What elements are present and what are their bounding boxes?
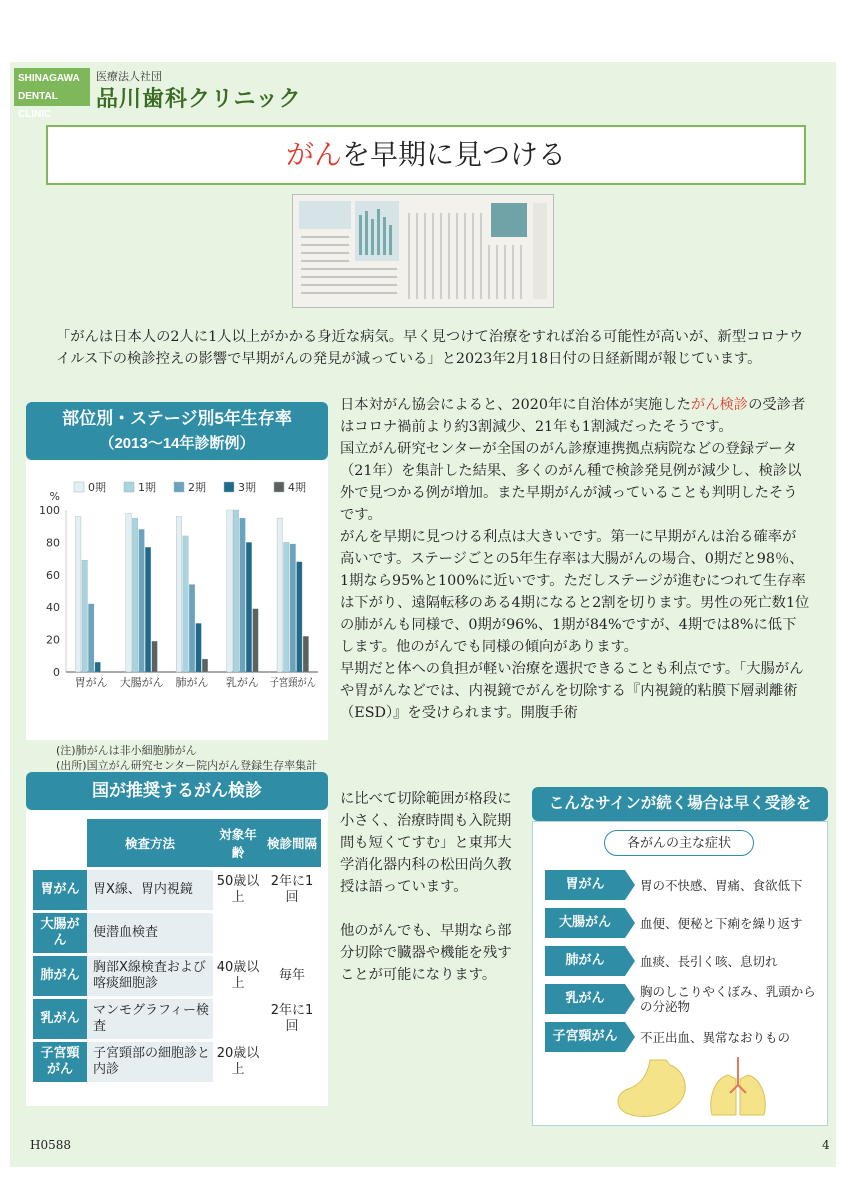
legend-swatch: [274, 482, 284, 492]
list-item: [545, 1022, 820, 1052]
signs-subtitle: 各がんの主な症状: [604, 830, 754, 856]
newspaper-clipping-image: [292, 194, 554, 308]
corporation-label: 医療法人社団: [96, 70, 162, 83]
chart-panel-body: [26, 460, 328, 740]
chart-bar: [303, 636, 309, 672]
row-organ: 子宮頸がん: [33, 1042, 87, 1082]
chart-bar: [152, 641, 158, 672]
logo-line2: DENTAL CLINIC: [18, 91, 58, 120]
row-method: マンモグラフィー検査: [87, 999, 213, 1039]
sign-label: 乳がん: [545, 984, 625, 1014]
row-method: 便潜血検査: [87, 913, 213, 953]
row-age: 50歳以上: [213, 870, 263, 910]
row-interval: 2年に1回: [263, 999, 321, 1039]
list-item: [545, 908, 820, 938]
chart-bar: [75, 516, 81, 672]
row-organ: 乳がん: [33, 999, 87, 1039]
chart-bar: [176, 516, 182, 672]
row-interval: [263, 913, 321, 953]
chart-bar: [145, 547, 151, 672]
body-paragraph-4: 早期だと体への負担が軽い治療を選択できることも利点です。「大腸がんや胃がんなどでは、内視鏡でがんを切除する『内視鏡的粘膜下層剥離術（ESD）』を受けられます。開腹手術: [340, 661, 804, 721]
header-interval: 検診間隔: [263, 819, 321, 867]
chart-bar: [202, 659, 208, 672]
chart-bar: [246, 542, 252, 672]
legend-label: 4期: [288, 481, 306, 494]
row-organ: 胃がん: [33, 870, 87, 910]
row-interval: 2年に1回: [263, 870, 321, 910]
intro-paragraph: 「がんは日本人の2人に1人以上がかかる身近な病気。早く見つけて治療をすれば治る可能性が高いが、新型コロナウイルス下の検診控えの影響で早期がんの発見が減っている」と2023年2月18日付の日経新聞が報じています。: [56, 329, 804, 367]
screening-table: [33, 816, 321, 1085]
y-tick-label: 0: [53, 666, 60, 679]
sign-label: 子宮頸がん: [545, 1022, 625, 1052]
clinic-name: 品川歯科クリニック: [96, 87, 302, 112]
chart-bar: [82, 560, 88, 672]
x-tick-label: 大腸がん: [119, 676, 164, 689]
organs-illustration: [610, 1055, 800, 1120]
legend-swatch: [74, 482, 84, 492]
x-tick-label: 子宮頸がん: [269, 676, 316, 689]
chart-bar: [126, 513, 132, 672]
article-body: [340, 394, 810, 724]
row-age: [213, 913, 263, 953]
title-rest: を早期に見つける: [342, 138, 567, 171]
table-row: [33, 870, 321, 910]
body-paragraph-1: [340, 394, 810, 438]
chart-bar: [290, 544, 296, 672]
chart-bar: [240, 518, 246, 672]
sign-symptom: 胃の不快感、胃痛、食欲低下: [640, 877, 803, 893]
chart-bar: [88, 604, 94, 672]
row-interval: 毎年: [263, 956, 321, 996]
chart-title: 部位別・ステージ別5年生存率: [62, 409, 292, 428]
table-row: [33, 913, 321, 953]
stomach-icon: [618, 1060, 685, 1117]
body-p1-a: 日本対がん協会によると、2020年に自治体が実施した: [340, 397, 691, 413]
row-age: [213, 999, 263, 1039]
signs-panel-header: こんなサインが続く場合は早く受診を: [532, 787, 828, 821]
body-paragraph-3: がんを早期に見つける利点は大きいです。第一に早期がんは治る確率が高いです。ステージごとの5年生存率は大腸がんの場合、0期だと98％、1期なら95%と100%に近いです。ただしステージが進むにつれて生存率は下がり、遠隔転移のある4期になると2割を切ります。男性の死亡数1位の肺がんも同様で、0期が96%、1期が84%ですが、4期では8%に低下します。他のがんでも同様の傾向があります。: [340, 529, 810, 655]
sign-symptom: 不正出血、異常なおりもの: [640, 1029, 791, 1045]
screening-header-row: [33, 819, 321, 867]
row-age: 20歳以上: [213, 1042, 263, 1082]
chart-bar: [227, 510, 233, 672]
chart-bar: [233, 510, 239, 672]
legend-label: 2期: [188, 481, 206, 494]
row-method: 子宮頸部の細胞診と内診: [87, 1042, 213, 1082]
x-tick-label: 乳がん: [225, 676, 259, 689]
chart-bar: [189, 585, 195, 672]
legend-swatch: [224, 482, 234, 492]
row-method: 胸部X線検査および喀痰細胞診: [87, 956, 213, 996]
chart-note: (注)肺がんは非小細胞肺がん: [56, 744, 197, 757]
sign-symptom: 胸のしこりやくぼみ、乳頭からの分泌物: [640, 984, 816, 1014]
header-target: 対象年齢: [213, 819, 263, 867]
sign-symptom: 血便、便秘と下痢を繰り返す: [640, 915, 803, 931]
page-number: 4: [822, 1138, 830, 1152]
chart-bar: [196, 623, 202, 672]
article-title-box: [46, 125, 806, 185]
clinic-logo: [14, 68, 90, 120]
chart-bar: [297, 562, 303, 672]
document-code: H0588: [30, 1138, 72, 1152]
sign-label: 肺がん: [545, 946, 625, 976]
header-blank: [33, 819, 87, 867]
chart-bar: [253, 609, 259, 672]
legend-label: 1期: [138, 481, 156, 494]
y-tick-label: 100: [39, 504, 60, 517]
survival-rate-chart: [26, 460, 328, 740]
table-row: [33, 999, 321, 1039]
legend-swatch: [124, 482, 134, 492]
body-paragraph-5: に比べて切除範囲が格段に小さく、治療時間も入院期間も短くてすむ」と東邦大学消化器内科の松田尚久教授は語っています。: [340, 791, 512, 895]
legend-swatch: [174, 482, 184, 492]
chart-bar: [95, 662, 101, 672]
chart-subtitle: （2013～14年診断例）: [99, 435, 255, 452]
chart-panel-header: [26, 402, 328, 460]
list-item: [545, 984, 820, 1014]
row-organ: 大腸がん: [33, 913, 87, 953]
article-title: [48, 127, 804, 183]
list-item: [545, 870, 820, 900]
y-tick-label: 60: [46, 568, 60, 582]
body-p1-b: の受診者はコロナ禍前より約3割減少、21年も1割減だったそうです。: [340, 397, 806, 435]
sign-label: 胃がん: [545, 870, 625, 900]
title-highlight: がん: [285, 138, 342, 171]
list-item: [545, 946, 820, 976]
legend-label: 3期: [238, 481, 256, 494]
y-axis-label: %: [49, 490, 60, 503]
chart-bar: [183, 536, 189, 672]
sign-symptom: 血痰、長引く咳、息切れ: [640, 953, 778, 969]
chart-bar: [132, 518, 138, 672]
chart-source: (出所)国立がん研究センター院内がん登録生存率集計: [56, 759, 318, 772]
table-row: [33, 956, 321, 996]
row-method: 胃X線、胃内視鏡: [87, 870, 213, 910]
y-tick-label: 80: [46, 536, 60, 550]
header-method: 検査方法: [87, 819, 213, 867]
chart-bar: [139, 529, 145, 672]
row-interval: [263, 1042, 321, 1082]
row-organ: 肺がん: [33, 956, 87, 996]
chart-bar: [277, 518, 283, 672]
logo-line1: SHINAGAWA: [18, 73, 80, 84]
sign-label: 大腸がん: [545, 908, 625, 938]
body-paragraph-2: 国立がん研究センターが全国のがん診療連携拠点病院などの登録データ（21年）を集計した結果、多くのがん種で検診発見例が減少し、検診以外で見つかる例が増加。また早期がんが減っていることも判明したそうです。: [340, 441, 802, 523]
x-tick-label: 肺がん: [175, 676, 209, 689]
chart-bar: [284, 542, 290, 672]
row-age: 40歳以上: [213, 956, 263, 996]
y-tick-label: 20: [46, 633, 60, 647]
newspaper-clipping-graphic: [293, 195, 553, 307]
article-body-continued: [340, 788, 525, 986]
screening-panel-header: 国が推奨するがん検診: [26, 772, 328, 810]
legend-label: 0期: [88, 481, 106, 494]
x-tick-label: 胃がん: [74, 676, 108, 689]
body-p1-highlight: がん検診: [690, 397, 749, 413]
y-tick-label: 40: [46, 601, 60, 615]
body-paragraph-6: 他のがんでも、早期なら部分切除で臓器や機能を残すことが可能になります。: [340, 923, 512, 983]
table-row: [33, 1042, 321, 1082]
